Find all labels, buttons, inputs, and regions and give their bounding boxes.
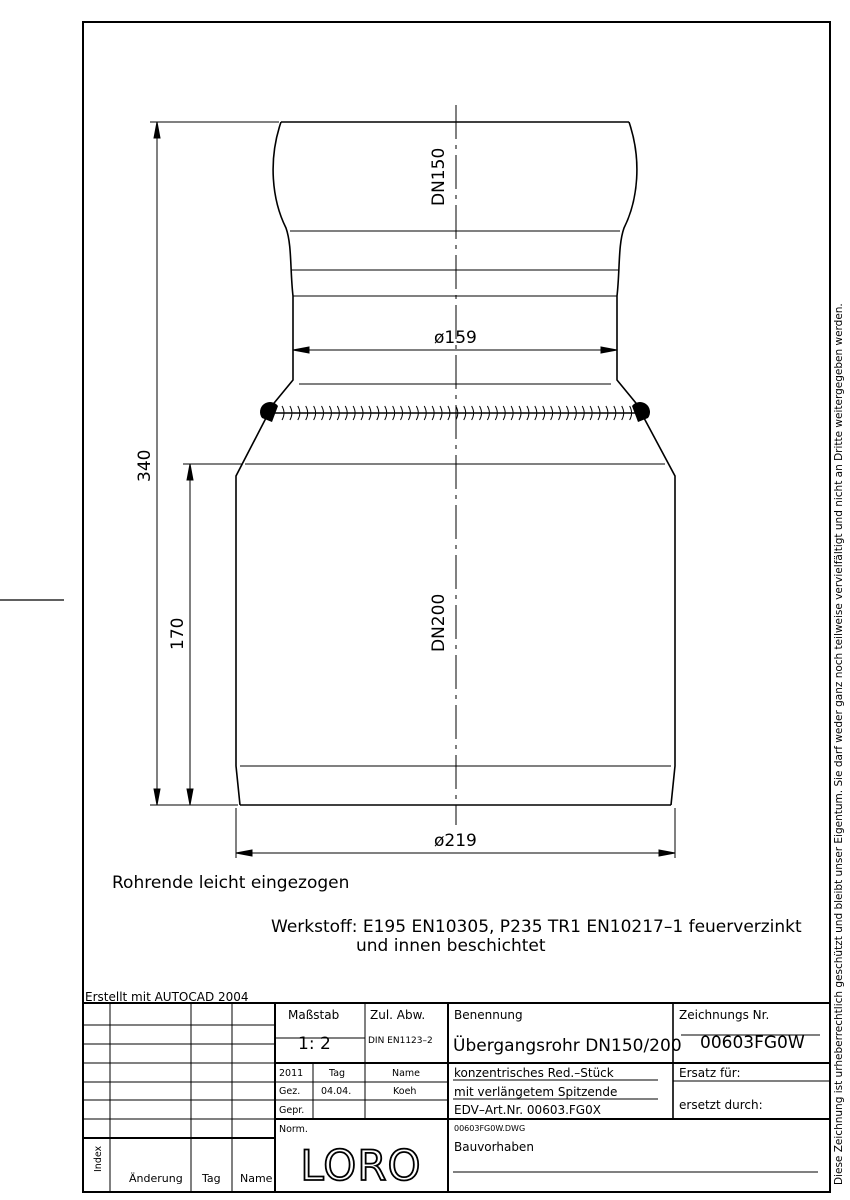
replaced-by: ersetzt durch: <box>679 1098 763 1112</box>
pipe-left-upper-edge <box>270 122 293 408</box>
drawing-no-label: Zeichnungs Nr. <box>679 1008 770 1022</box>
material-line-2: und innen beschichtet <box>356 936 546 956</box>
arrow <box>154 122 160 138</box>
label-dn150: DN150 <box>429 147 449 206</box>
drawing-no-value: 00603FG0W <box>700 1033 805 1053</box>
copyright-text: Diese Zeichnung ist urheberrechtlich geschützt und bleibt unser Eigentum. Sie darf weder ganz noch teilweise vervielfältigt und nicht an Dritte weitergegeben werden. <box>833 303 845 1185</box>
dimensions <box>150 122 675 858</box>
scale-value: 1: 2 <box>298 1034 331 1054</box>
dimension-dia-219: ø219 <box>434 831 477 851</box>
designation-value: Übergangsrohr DN150/200 <box>453 1036 682 1056</box>
weld-seam <box>260 402 650 422</box>
rev-index-header: Index <box>93 1145 104 1172</box>
arrow <box>187 789 193 805</box>
norm-label: Norm. <box>279 1124 308 1135</box>
created-with: Erstellt mit AUTOCAD 2004 <box>85 990 249 1004</box>
arrow <box>659 850 675 856</box>
arrow <box>293 347 309 353</box>
file-name: 00603FG0W.DWG <box>454 1124 526 1133</box>
scale-label: Maßstab <box>288 1008 340 1022</box>
tolerance-label: Zul. Abw. <box>370 1008 426 1022</box>
rev-name-header: Name <box>240 1172 273 1185</box>
pipe-right-lower-edge <box>644 418 675 805</box>
pipe-right-upper-edge <box>617 122 640 408</box>
rev-day-header: Tag <box>202 1172 221 1185</box>
drawn-name: Koeh <box>393 1086 417 1097</box>
designation-label: Benennung <box>454 1008 523 1022</box>
arrow <box>601 347 617 353</box>
project-label: Bauvorhaben <box>454 1140 534 1154</box>
weld-bead-right <box>632 402 650 422</box>
material-line-1: Werkstoff: E195 EN10305, P235 TR1 EN10217–1 feuerverzinkt <box>271 917 802 937</box>
dimension-170: 170 <box>168 617 188 650</box>
description-line-3: EDV–Art.Nr. 00603.FG0X <box>454 1103 601 1117</box>
description-line-2: mit verlängetem Spitzende <box>454 1085 618 1099</box>
weld-bead-left <box>260 402 278 422</box>
arrow <box>187 464 193 480</box>
name-label: Name <box>392 1068 421 1079</box>
tolerance-value: DIN EN1123–2 <box>368 1036 433 1046</box>
description-line-1: konzentrisches Red.–Stück <box>454 1066 614 1080</box>
drawn-date: 04.04. <box>321 1086 352 1097</box>
rev-change-header: Änderung <box>129 1172 183 1185</box>
arrow <box>236 850 252 856</box>
loro-logo: LORO <box>300 1141 422 1190</box>
label-dn200: DN200 <box>429 593 449 652</box>
dimension-340: 340 <box>135 449 155 482</box>
dimension-dia-159: ø159 <box>434 328 477 348</box>
checked-label: Gepr. <box>279 1105 305 1116</box>
drawn-label: Gez. <box>279 1086 301 1097</box>
replacement-for: Ersatz für: <box>679 1066 741 1080</box>
day-label: Tag <box>329 1068 346 1079</box>
pipe-left-lower-edge <box>236 418 266 805</box>
arrow <box>154 789 160 805</box>
note-pipe-end: Rohrende leicht eingezogen <box>112 873 350 893</box>
year: 2011 <box>279 1068 304 1079</box>
